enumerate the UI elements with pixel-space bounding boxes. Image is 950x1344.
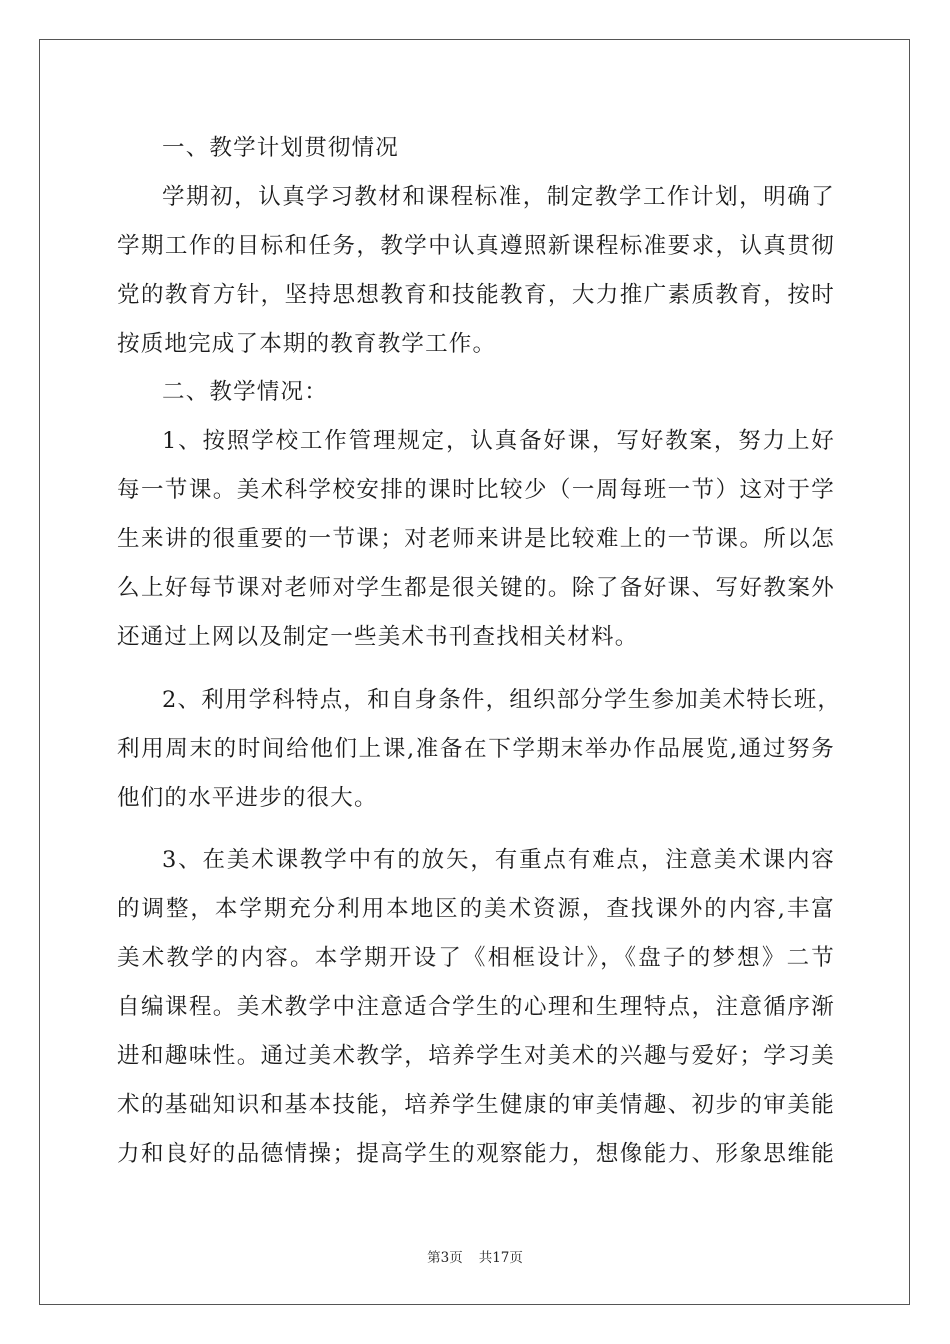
paragraph-line: 每一节课。美术科学校安排的课时比较少（一周每班一节）这对于学	[117, 477, 835, 504]
document-body	[117, 124, 842, 1179]
paragraph-gap	[117, 822, 835, 836]
page-footer	[0, 1246, 950, 1266]
paragraph-line: 党的教育方针，坚持思想教育和技能教育，大力推广素质教育，按时	[117, 281, 835, 308]
paragraph-gap	[117, 662, 835, 676]
paragraph-line: 他们的水平进步的很大。	[117, 784, 378, 811]
page-total: 共17页	[478, 1250, 523, 1266]
paragraph-line: 2、利用学科特点，和自身条件，组织部分学生参加美术特长班，	[162, 686, 842, 713]
paragraph-line: 美术教学的内容。本学期开设了《相框设计》，《盘子的梦想》二节	[117, 945, 835, 972]
paragraph-line: 利用周末的时间给他们上课,准备在下学期末举办作品展览,通过努务	[117, 735, 835, 762]
paragraph-line: 3、在美术课教学中有的放矢，有重点有难点，注意美术课内容	[162, 847, 835, 874]
page-number: 第3页	[427, 1250, 463, 1266]
paragraph-line: 力和良好的品德情操；提高学生的观察能力，想像能力、形象思维能	[117, 1140, 835, 1167]
paragraph-line: 学期初，认真学习教材和课程标准，制定教学工作计划，明确了	[162, 183, 835, 210]
paragraph-line: 1、按照学校工作管理规定，认真备好课，写好教案，努力上好	[162, 428, 835, 455]
paragraph-line: 的调整，本学期充分利用本地区的美术资源，查找课外的内容,丰富	[117, 896, 835, 923]
section-heading-1: 一、教学计划贯彻情况	[162, 135, 400, 161]
paragraph-line: 按质地完成了本期的教育教学工作。	[117, 330, 497, 357]
paragraph-line: 进和趣味性。通过美术教学，培养学生对美术的兴趣与爱好；学习美	[117, 1043, 835, 1070]
paragraph-line: 生来讲的很重要的一节课；对老师来讲是比较难上的一节课。所以怎	[117, 526, 835, 553]
section-heading-2: 二、教学情况：	[162, 379, 328, 406]
paragraph-line: 学期工作的目标和任务，教学中认真遵照新课程标准要求，认真贯彻	[117, 232, 835, 259]
paragraph-line: 自编课程。美术教学中注意适合学生的心理和生理特点，注意循序渐	[117, 994, 835, 1021]
paragraph-line: 术的基础知识和基本技能，培养学生健康的审美情趣、初步的审美能	[117, 1091, 835, 1118]
paragraph-line: 么上好每节课对老师对学生都是很关键的。除了备好课、写好教案外	[117, 575, 835, 602]
paragraph-line: 还通过上网以及制定一些美术书刊查找相关材料。	[117, 623, 639, 650]
